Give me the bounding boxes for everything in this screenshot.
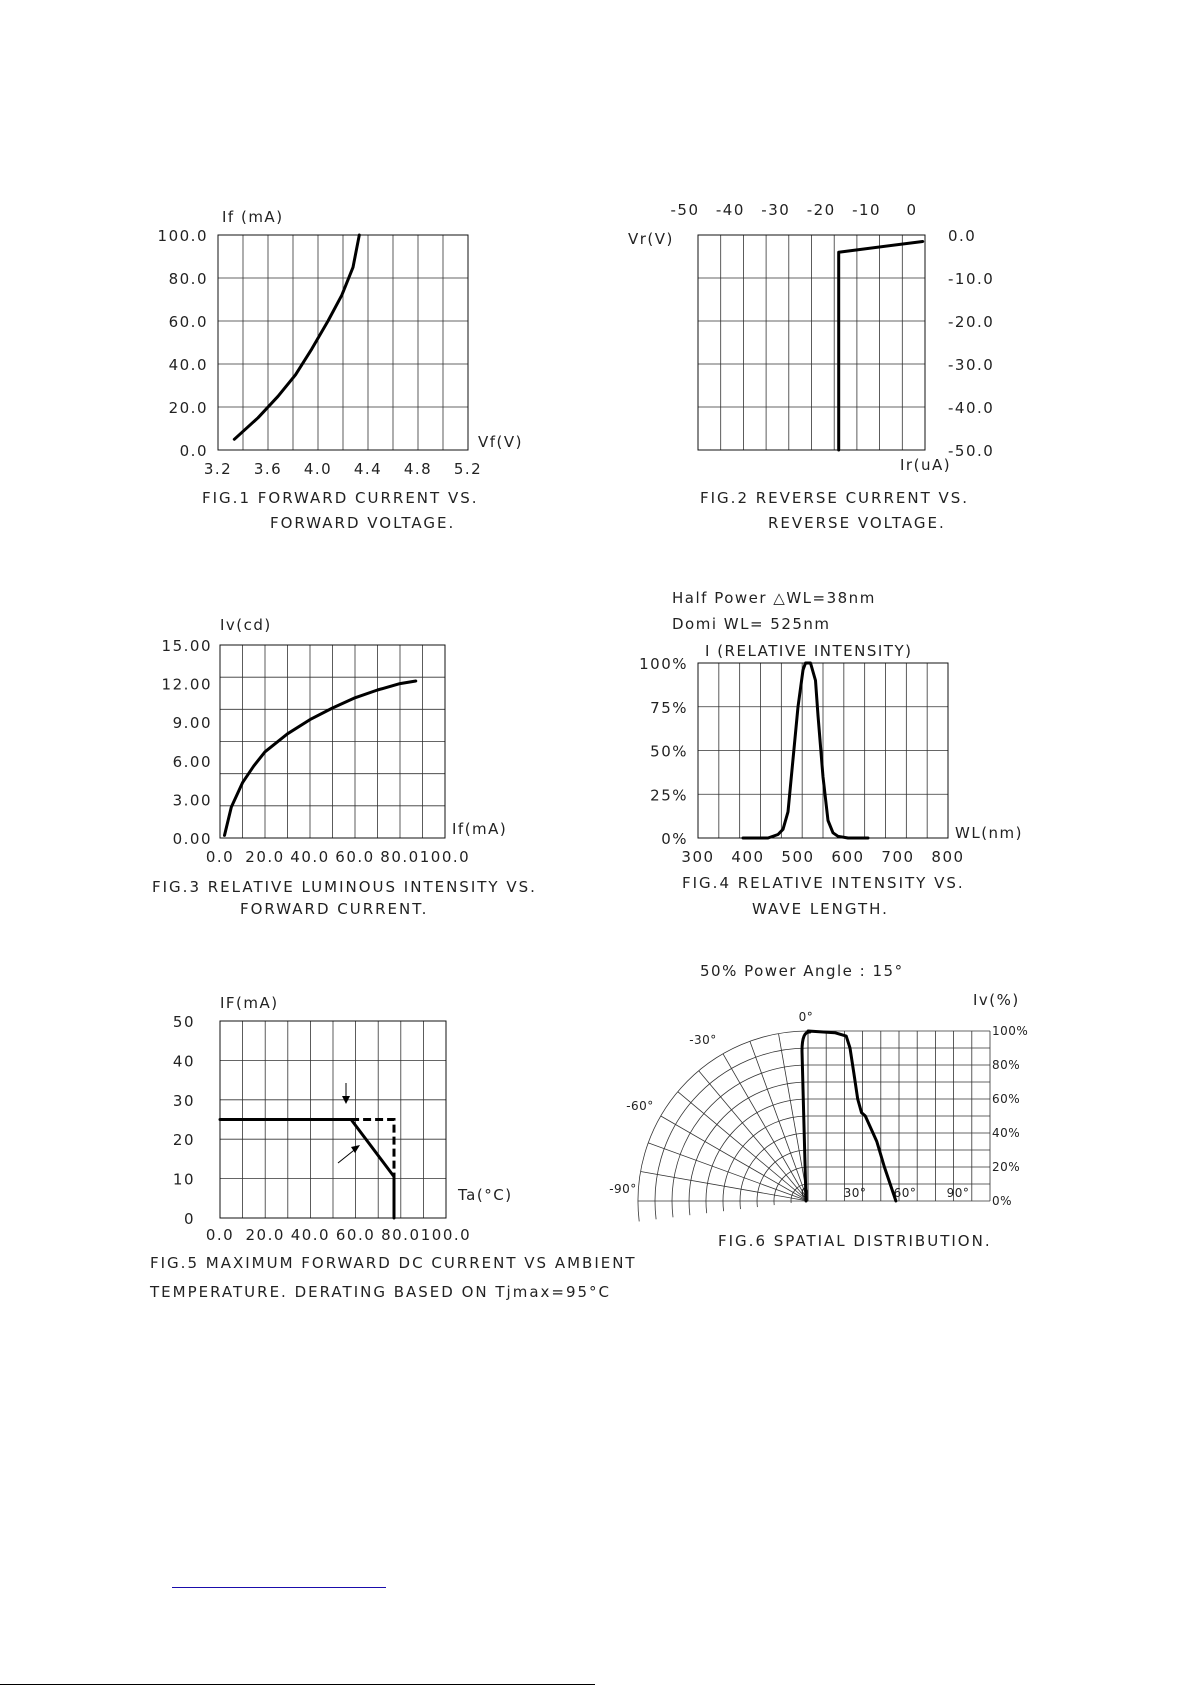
fig2-curve [839, 242, 923, 451]
fig2-xtick: -30 [761, 201, 791, 219]
fig4-xtick: 700 [881, 848, 915, 866]
fig2-xtick: -10 [852, 201, 882, 219]
fig4-chart [639, 589, 1023, 918]
fig5-chart [149, 994, 637, 1301]
fig2-ytick: -10.0 [948, 270, 995, 288]
fig5-xlabel: Ta(°C) [458, 1186, 513, 1204]
grid-lines [698, 235, 925, 450]
fig4-xtick: 500 [781, 848, 815, 866]
fig1-xtick: 3.2 [203, 460, 233, 478]
fig3-ytick: 9.00 [172, 714, 212, 733]
fig4-ytick: 50% [650, 742, 688, 761]
fig3-ytick: 6.00 [172, 752, 212, 771]
fig2-xtick: -20 [806, 201, 836, 219]
fig1-ytick: 100.0 [157, 227, 208, 245]
fig3-xtick: 20.0 [245, 848, 285, 866]
fig5-ytick: 40 [172, 1052, 195, 1071]
grid-lines [220, 645, 445, 838]
fig6-header: 50% Power Angle : 15° [700, 962, 904, 980]
footer-link-underline[interactable] [172, 1586, 386, 1588]
fig2-xlabel: Ir(uA) [900, 456, 952, 474]
fig1-xtick: 5.2 [453, 460, 483, 478]
fig5-xtick: 0.0 [205, 1226, 235, 1244]
fig1-ytick: 40.0 [168, 356, 208, 374]
fig3-ytick: 0.00 [172, 830, 212, 848]
fig5-title-line1: FIG.5 MAXIMUM FORWARD DC CURRENT VS AMBIENT [150, 1254, 637, 1272]
fig3-xtick: 100.0 [419, 848, 471, 866]
fig1-curve [234, 235, 359, 439]
fig1-ytick: 20.0 [168, 399, 208, 417]
fig2-ytick: 0.0 [948, 227, 977, 245]
fig6-angle-label: 0° [798, 1010, 814, 1024]
fig5-solid-curve [220, 1120, 394, 1219]
fig4-xtick: 600 [831, 848, 865, 866]
fig5-xtick: 60.0 [335, 1226, 376, 1244]
fig6-angle-label: 90° [946, 1186, 970, 1200]
fig1-xlabel: Vf(V) [478, 433, 524, 451]
fig2-xtick: -40 [715, 201, 745, 219]
fig2-ytick: -30.0 [948, 356, 995, 374]
fig5-ytick: 50 [172, 1013, 195, 1031]
fig5-ytick: 0 [183, 1210, 195, 1228]
fig4-ytick: 100% [639, 655, 688, 673]
fig5-xtick: 20.0 [245, 1226, 285, 1244]
fig2-chart [628, 201, 994, 532]
fig3-ytick: 3.00 [172, 791, 212, 810]
fig1-title-line1: FIG.1 FORWARD CURRENT VS. [202, 489, 479, 507]
fig3-ytick: 15.00 [161, 637, 212, 655]
fig6-angle-label: -60° [626, 1099, 654, 1113]
fig2-ytick: -40.0 [948, 399, 995, 417]
fig3-xtick: 80.0 [380, 848, 420, 866]
fig6-ylabel: Iv(%) [973, 991, 1020, 1009]
fig1-xtick: 3.6 [253, 460, 283, 478]
fig3-xlabel: If(mA) [452, 820, 508, 838]
fig3-ylabel: Iv(cd) [220, 616, 272, 634]
fig6-angle-label: -90° [609, 1182, 637, 1196]
fig6-angle-label: -30° [689, 1033, 717, 1047]
fig2-xtick: -50 [670, 201, 700, 219]
fig6-ytick: 40% [992, 1126, 1021, 1140]
fig2-ylabel: Vr(V) [628, 230, 674, 248]
fig4-xtick: 800 [931, 848, 965, 866]
fig1-chart [158, 208, 523, 532]
fig2-title-line1: FIG.2 REVERSE CURRENT VS. [700, 489, 970, 507]
fig5-xtick: 100.0 [420, 1226, 472, 1244]
fig4-title-line1: FIG.4 RELATIVE INTENSITY VS. [682, 874, 965, 892]
fig4-title-line2: WAVE LENGTH. [752, 900, 889, 918]
fig1-xtick: 4.0 [303, 460, 333, 478]
fig4-xlabel: WL(nm) [955, 824, 1024, 842]
fig6-ytick: 60% [992, 1092, 1021, 1106]
fig3-title-line1: FIG.3 RELATIVE LUMINOUS INTENSITY VS. [152, 878, 537, 896]
fig3-chart [152, 616, 537, 918]
fig4-xtick: 300 [681, 848, 715, 866]
fig4-ytick: 25% [650, 786, 688, 805]
fig4-xtick: 400 [731, 848, 765, 866]
fig3-curve [225, 681, 416, 835]
fig1-xtick: 4.8 [403, 460, 433, 478]
fig2-xtick: 0 [906, 201, 918, 219]
fig2-ytick: -50.0 [948, 442, 995, 460]
fig3-ytick: 12.00 [161, 675, 212, 694]
fig6-angle-label: 30° [843, 1186, 867, 1200]
fig6-ytick: 0% [992, 1194, 1013, 1208]
fig1-xtick: 4.4 [353, 460, 383, 478]
fig1-title-line2: FORWARD VOLTAGE. [270, 514, 456, 532]
fig5-xtick: 40.0 [290, 1226, 331, 1244]
fig4-header-line1: Half Power △WL=38nm [672, 589, 876, 607]
fig6-ytick: 100% [992, 1024, 1029, 1038]
fig4-ytick: 75% [650, 698, 688, 717]
fig6-angle-label: 60° [893, 1186, 917, 1200]
fig1-ytick: 80.0 [168, 270, 208, 288]
fig6-ytick: 20% [992, 1160, 1021, 1174]
fig5-ytick: 10 [172, 1170, 195, 1189]
fig6-ytick: 80% [992, 1058, 1021, 1072]
fig1-ylabel: If (mA) [222, 208, 284, 226]
fig6-title: FIG.6 SPATIAL DISTRIBUTION. [718, 1232, 992, 1250]
fig5-ylabel: IF(mA) [220, 994, 279, 1012]
fig5-ytick: 30 [172, 1091, 195, 1110]
fig4-ytick: 0% [661, 830, 688, 848]
fig5-xtick: 80.0 [381, 1226, 421, 1244]
fig3-xtick: 40.0 [290, 848, 330, 866]
fig2-title-line2: REVERSE VOLTAGE. [768, 514, 946, 532]
fig5-title-line2: TEMPERATURE. DERATING BASED ON Tjmax=95°C [150, 1283, 612, 1301]
fig2-ytick: -20.0 [948, 313, 995, 331]
fig3-title-line2: FORWARD CURRENT. [240, 900, 429, 918]
fig4-header-line2: Domi WL= 525nm [672, 615, 831, 633]
fig1-ytick: 60.0 [168, 313, 208, 331]
fig3-xtick: 60.0 [335, 848, 375, 866]
fig3-xtick: 0.0 [205, 848, 235, 866]
fig1-ytick: 0.0 [179, 442, 208, 460]
fig4-ylabel: I (RELATIVE INTENSITY) [705, 642, 913, 660]
grid-lines [218, 235, 468, 450]
fig6-polar-grid [638, 1031, 990, 1221]
fig6-angle-label: 0 [800, 1186, 810, 1200]
fig5-ytick: 20 [172, 1131, 195, 1150]
grid-lines [698, 663, 948, 838]
fig6-chart [609, 962, 1028, 1250]
